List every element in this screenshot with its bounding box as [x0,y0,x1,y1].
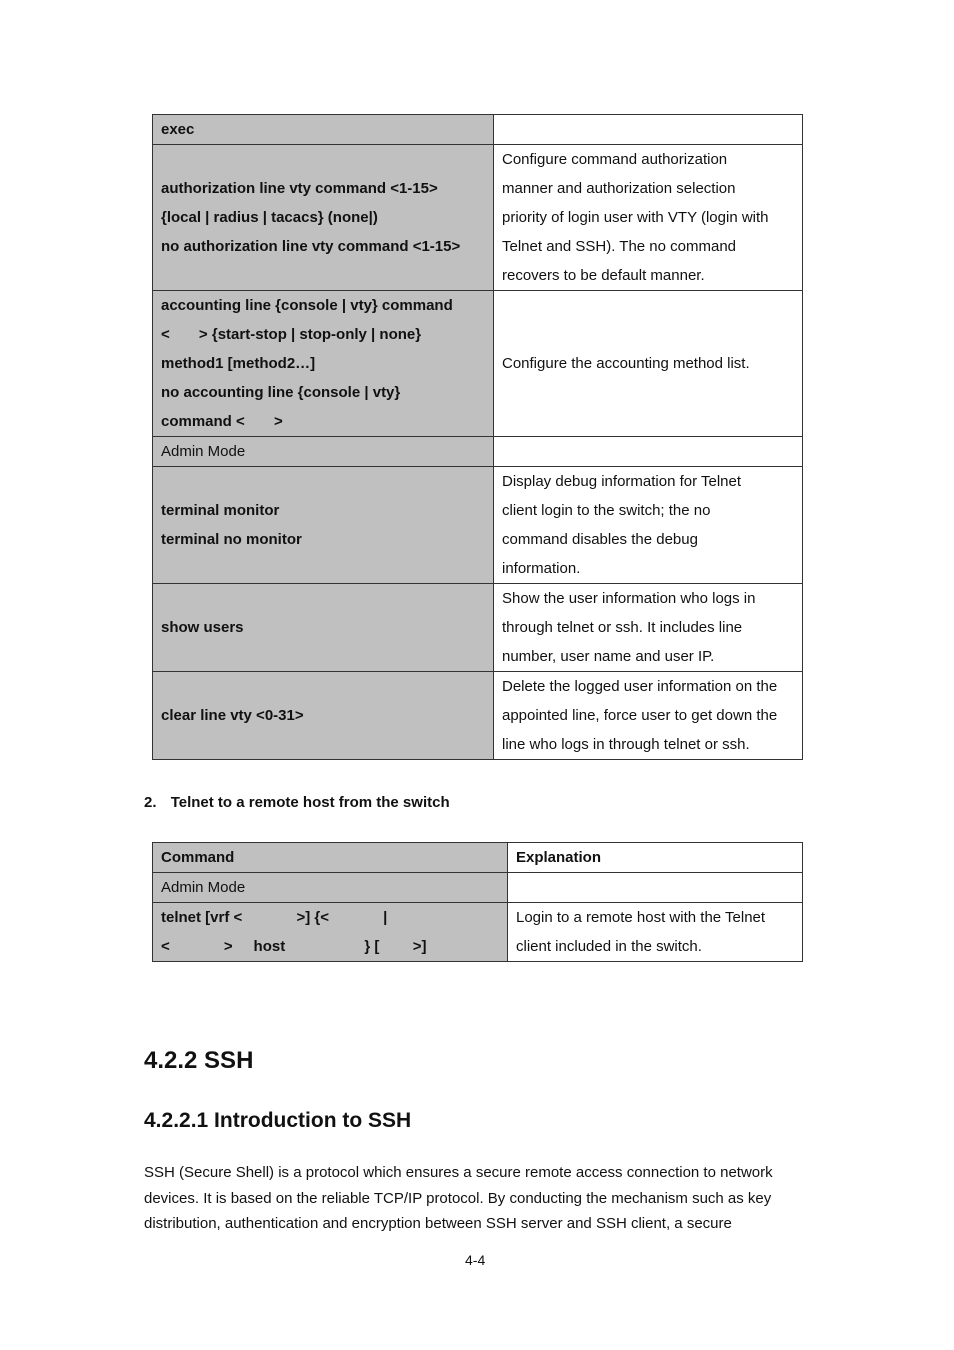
accounting-description-cell: Configure the accounting method list. [494,291,803,437]
empty-cell [494,115,803,145]
empty-cell [494,437,803,467]
clear-line-command-cell: clear line vty <0-31> [153,672,494,760]
telnet-description-cell: Login to a remote host with the Telnet client included in the switch. [508,903,803,962]
command-table-2 [152,842,803,962]
authorization-command-cell: authorization line vty command <1-15> {local | radius | tacacs} (none|) no authorization line vty command <1-15> [153,145,494,291]
command-table-1 [152,114,803,760]
section-number: 2. [144,794,157,811]
exec-mode-cell: exec [153,115,494,145]
header-command: Command [153,843,508,873]
accounting-command-cell: accounting line {console | vty} command < > {start-stop | stop-only | none} method1 [method2…] no accounting line {console | vty} command < > [153,291,494,437]
page-number: 4-4 [465,1252,486,1268]
admin-mode-cell: Admin Mode [153,873,508,903]
show-users-command-cell: show users [153,584,494,672]
terminal-monitor-command-cell: terminal monitor terminal no monitor [153,467,494,584]
section-2-heading [144,794,450,811]
empty-cell [508,873,803,903]
admin-mode-cell: Admin Mode [153,437,494,467]
section-title: Telnet to a remote host from the switch [170,794,450,811]
authorization-description-cell: Configure command authorization manner and authorization selection priority of login user with VTY (login with Telnet and SSH). The no command recovers to be default manner. [494,145,803,291]
intro-paragraph: SSH (Secure Shell) is a protocol which ensures a secure remote access connection to network devices. It is based on the reliable TCP/IP protocol. By conducting the mechanism such as key distribution, authentication and encryption between SSH server and SSH client, a secure [144,1164,773,1232]
show-users-description-cell: Show the user information who logs in through telnet or ssh. It includes line number, user name and user IP. [494,584,803,672]
terminal-monitor-description-cell: Display debug information for Telnet client login to the switch; the no command disables the debug information. [494,467,803,584]
heading-4-2-2-1: 4.2.2.1 Introduction to SSH [144,1109,412,1132]
heading-4-2-2: 4.2.2 SSH [144,1047,254,1074]
clear-line-description-cell: Delete the logged user information on the appointed line, force user to get down the line who logs in through telnet or ssh. [494,672,803,760]
header-explanation: Explanation [508,843,803,873]
telnet-command-cell: telnet [vrf < >] {< | < > host } [ >] [153,903,508,962]
